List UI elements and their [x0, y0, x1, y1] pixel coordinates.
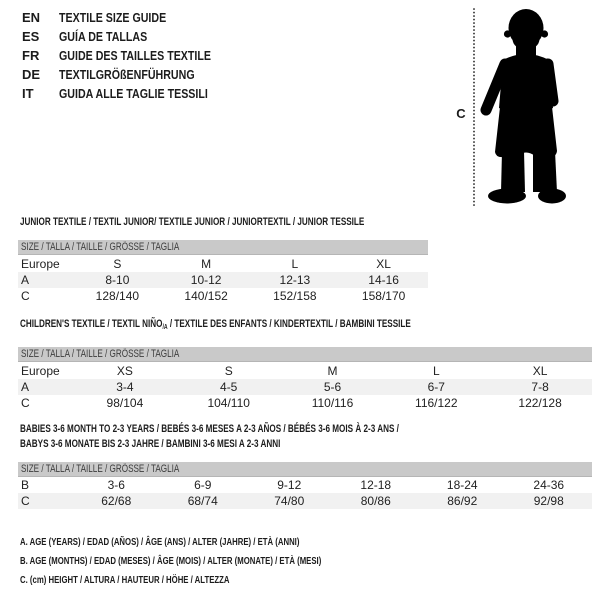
column-header: L: [432, 363, 440, 378]
language-row-fr: [22, 46, 244, 65]
table-cell: 8-10: [105, 273, 130, 287]
table-cell: 6-9: [194, 478, 212, 492]
column-header: XS: [116, 363, 133, 378]
table-cell: 12-18: [360, 478, 392, 492]
column-header: S: [113, 256, 122, 271]
column-header: XL: [376, 256, 391, 271]
table-header-row: [18, 255, 428, 272]
table-cell: 14-16: [368, 273, 399, 287]
babies-section-title-line1: BABIES 3-6 MONTH TO 2-3 YEARS / BEBÉS 3-6 MESES A 2-3 AÑOS / BÉBÉS 3-6 MOIS À 2-3 ANS /: [20, 423, 399, 435]
table-cell: 74/80: [274, 494, 305, 508]
table-row-height: [18, 395, 592, 411]
column-header: S: [224, 363, 233, 378]
column-header: XL: [532, 363, 548, 378]
junior-size-table: [18, 240, 428, 304]
table-cell: 152/158: [273, 289, 317, 303]
table-cell: 18-24: [446, 478, 478, 492]
language-title: GUIDE DES TAILLES TEXTILE: [59, 48, 212, 63]
table-cell: 6-7: [427, 380, 445, 394]
table-row-age: [18, 272, 428, 288]
language-row-en: [22, 8, 244, 27]
baby-silhouette-figure: [455, 6, 575, 208]
table-cell: 80/86: [360, 494, 391, 508]
table-cell: 92/98: [533, 494, 564, 508]
table-cell: 4-5: [220, 380, 238, 394]
column-header: L: [291, 256, 299, 271]
region-header: Europe: [21, 363, 60, 378]
column-header: M: [327, 363, 338, 378]
children-section-title: CHILDREN'S TEXTILE / TEXTIL $NIÑO_{/A}$ / TEXTILE DES ENFANTS / KINDERTEXTIL / BAMBINI TESSILE: [20, 318, 411, 331]
row-label: C: [21, 289, 30, 303]
region-header: Europe: [21, 256, 60, 271]
junior-section-title: JUNIOR TEXTILE / TEXTIL JUNIOR/ TEXTILE JUNIOR / JUNIORTEXTIL / JUNIOR TESSILE: [20, 216, 365, 228]
table-cell: 3-6: [107, 478, 125, 492]
table-row-age: [18, 379, 592, 395]
subscript-a: /A: [162, 324, 168, 331]
column-header: M: [201, 256, 212, 271]
footnote-height-cm: C. (cm) HEIGHT / ALTURA / HAUTEUR / HÖHE / ALTEZZA: [20, 574, 230, 586]
table-row-age-months: [18, 477, 592, 493]
babies-section-title-line2: BABYS 3-6 MONATE BIS 2-3 JAHRE / BAMBINI 3-6 MESI A 2-3 ANNI: [20, 438, 281, 450]
row-label: C: [21, 494, 30, 508]
language-row-it: [22, 84, 244, 103]
table-cell: 110/116: [311, 396, 354, 410]
table-header-row: [18, 362, 592, 379]
baby-silhouette: [486, 9, 566, 204]
table-row-height: [18, 493, 592, 509]
table-cell: 9-12: [277, 478, 302, 492]
table-cell: 24-36: [533, 478, 565, 492]
table-cell: 140/152: [184, 289, 228, 303]
children-size-table: [18, 347, 592, 411]
table-cell: 104/110: [207, 396, 250, 410]
table-cell: 158/170: [361, 289, 406, 303]
row-label: A: [21, 273, 30, 287]
language-code: IT: [22, 86, 34, 101]
language-title: GUIDA ALLE TAGLIE TESSILI: [59, 86, 208, 101]
language-code: EN: [22, 10, 41, 25]
table-cell: 116/122: [415, 396, 458, 410]
size-bar: SIZE / TALLA / TAILLE / GRÖSSE / TAGLIA: [18, 347, 592, 362]
language-title: TEXTILGRÖßENFÜHRUNG: [59, 67, 195, 82]
table-cell: 68/74: [187, 494, 218, 508]
language-title: TEXTILE SIZE GUIDE: [59, 10, 167, 25]
row-label: A: [21, 380, 30, 394]
size-bar: SIZE / TALLA / TAILLE / GRÖSSE / TAGLIA: [18, 462, 592, 477]
language-code: FR: [22, 48, 40, 63]
table-cell: 128/140: [95, 289, 140, 303]
babies-size-table: [18, 462, 592, 509]
table-cell: 3-4: [116, 380, 134, 394]
table-cell: 12-13: [279, 273, 311, 287]
table-row-height: [18, 288, 428, 304]
language-code: ES: [22, 29, 40, 44]
language-title: GUÍA DE TALLAS: [59, 29, 148, 44]
language-row-es: [22, 27, 244, 46]
height-marker-label: C: [456, 106, 466, 121]
table-cell: 62/68: [101, 494, 132, 508]
size-bar: SIZE / TALLA / TAILLE / GRÖSSE / TAGLIA: [18, 240, 428, 255]
footnote-legend: [20, 533, 427, 590]
row-label: B: [21, 478, 30, 492]
table-cell: 7-8: [531, 380, 549, 394]
row-label: C: [21, 396, 30, 410]
table-cell: 86/92: [447, 494, 478, 508]
language-list: [22, 8, 244, 103]
table-cell: 10-12: [190, 273, 222, 287]
table-cell: 122/128: [518, 396, 562, 410]
footnote-age-months: B. AGE (MONTHS) / EDAD (MESES) / ÂGE (MOIS) / ALTER (MONATE) / ETÀ (MESI): [20, 555, 322, 567]
table-cell: 5-6: [323, 380, 342, 394]
table-cell: 98/104: [106, 396, 144, 410]
language-row-de: [22, 65, 244, 84]
language-code: DE: [22, 67, 41, 82]
footnote-age-years: A. AGE (YEARS) / EDAD (AÑOS) / ÂGE (ANS) / ALTER (JAHRE) / ETÀ (ANNI): [20, 536, 300, 548]
